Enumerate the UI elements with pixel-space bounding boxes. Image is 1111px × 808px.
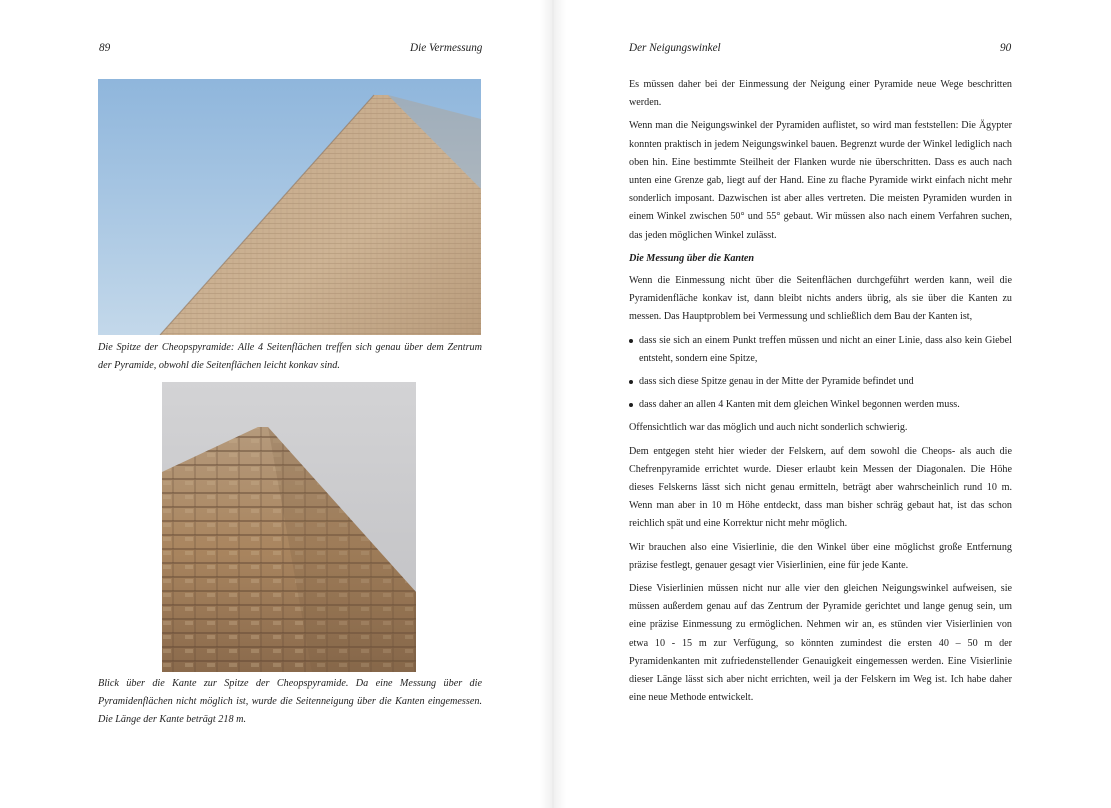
bullet-item: dass daher an allen 4 Kanten mit dem gleichen Winkel begonnen werden muss. (629, 396, 1012, 414)
bullet-item: dass sie sich an einem Punkt treffen müssen und nicht an einer Linie, dass also kein Giebel entsteht, sondern eine Spitze, (629, 332, 1012, 368)
paragraph: Es müssen daher bei der Einmessung der Neigung einer Pyramide neue Wege beschritten werden. (629, 79, 1012, 109)
bullet-item: dass sich diese Spitze genau in der Mitte der Pyramide befindet und (629, 373, 1012, 391)
left-running-head: Die Vermessung (410, 42, 483, 54)
right-page-body (629, 76, 1012, 713)
paragraph: Wenn man die Neigungswinkel der Pyramiden auflistet, so wird man feststellen: Die Ägypter konnten praktisch in jedem Neigungswinkel bauen. Begrenzt wurde der Winkel lediglich nach oben hin. Eine bestimmte Steilheit der Flanken wurde nie überschritten. Dass es auch nach unten eine Grenze gab, liegt auf der Hand. Eine zu flache Pyramide wirkt einfach nicht mehr sonderlich imposant. Dazwischen ist aber alles vertreten. Die meisten Pyramiden wurden in einem Winkel zwischen 50° und 55° gebaut. Wir müssen also nach einem Verfahren suchen, das jeden möglichen Winkel zulässt. (629, 120, 1012, 241)
bullet-list (629, 332, 1012, 415)
right-running-head: Der Neigungswinkel (629, 42, 721, 54)
pyramid-edge-photo (162, 382, 416, 672)
paragraph: Dem entgegen steht hier wieder der Felskern, auf dem sowohl die Cheops- als auch die Chefrenpyramide errichtet wurde. Dieser erlaubt kein Messen der Diagonalen. Die Höhe dieses Felskerns lässt sich nicht genau ermitteln, beträgt aber wahrscheinlich rund 10 m. Wenn man aber in 10 m Höhe entdeckt, dass man bisher schräg gebaut hat, ist das schon reichlich spät und eine Korrektur nicht mehr möglich. (629, 445, 1012, 530)
left-page-number: 89 (99, 42, 111, 54)
book-gutter (540, 0, 566, 808)
section-heading: Die Messung über die Kanten (629, 252, 755, 264)
paragraph: Wir brauchen also eine Visierlinie, die den Winkel über eine möglichst große Entfernung präzise festlegt, genauer gesagt vier Visierlinien, eine für jede Kante. (629, 541, 1012, 571)
figure1-caption: Die Spitze der Cheopspyramide: Alle 4 Seitenflächen treffen sich genau über dem Zentrum der Pyramide, obwohl die Seitenflächen leicht konkav sind. (98, 342, 482, 371)
figure2-caption: Blick über die Kante zur Spitze der Cheopspyramide. Da eine Messung über die Pyramidenflächen nicht möglich ist, wurde die Seitenneigung über die Kanten eingemessen. Die Länge der Kante beträgt 218 m. (98, 678, 482, 725)
paragraph: Diese Visierlinien müssen nicht nur alle vier den gleichen Neigungswinkel aufweisen, sie müssen außerdem genau auf das Zentrum der Pyramide gerichtet und lange genug sein, um eine präzise Einmessung zu ermöglichen. Nehmen wir an, es stünden vier Visierlinien von etwa 10 - 15 m zur Verfügung, so könnten zumindest die ersten 40 – 50 m der Pyramidenkanten mit zufriedenstellender Genauigkeit eingemessen werden. Eine Visierlinie dieser Länge lässt sich aber nicht errichten, weil ja der Felskern im Weg ist. Ich habe daher eine neue Methode entwickelt. (629, 583, 1012, 704)
right-page-number: 90 (1000, 42, 1012, 54)
paragraph: Offensichtlich war das möglich und auch nicht sonderlich schwierig. (629, 422, 908, 434)
pyramid-apex-photo (98, 79, 481, 335)
paragraph: Wenn die Einmessung nicht über die Seitenflächen durchgeführt werden kann, weil die Pyramidenfläche konkav ist, dann bleibt nichts anders übrig, als sie über die Kanten zu messen. Das Hauptproblem bei Vermessung und schließlich dem Bau der Kanten ist, (629, 275, 1012, 323)
